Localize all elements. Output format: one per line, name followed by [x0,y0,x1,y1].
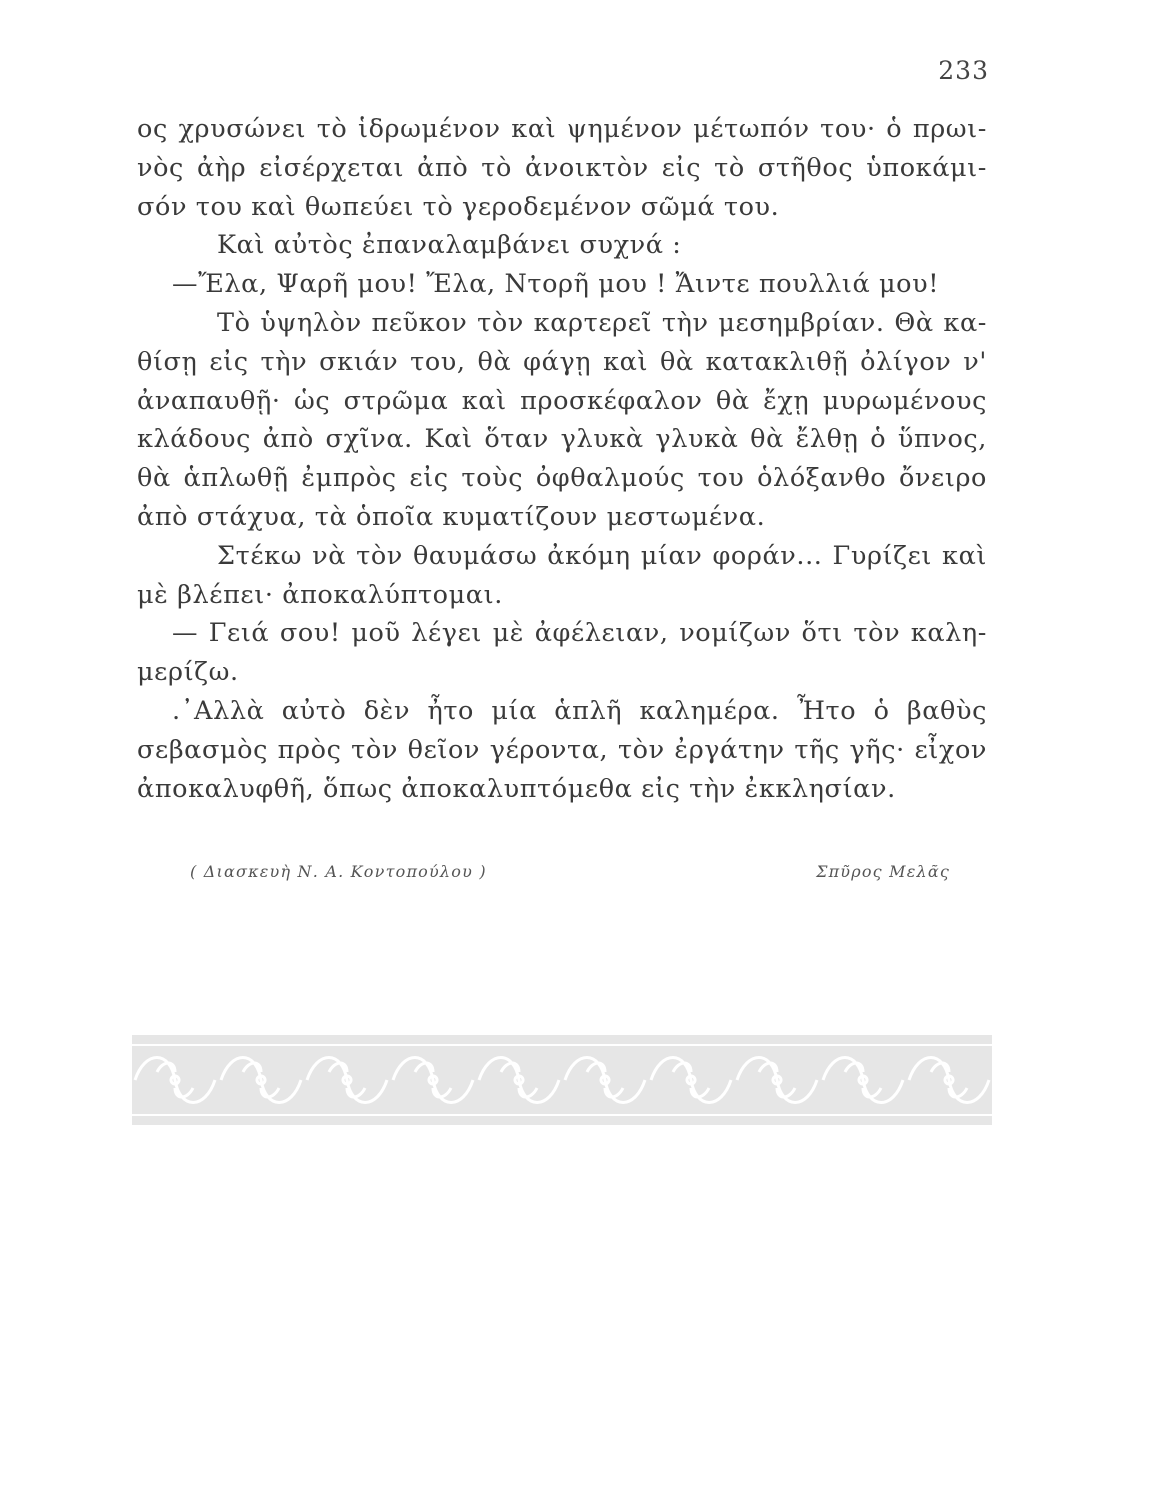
text-line: ἀναπαυθῇ· ὡς στρῶμα καὶ προσκέφαλον θὰ ἔχῃ μυρωμένους [137,385,987,416]
text-line: —Ἔλα, Ψαρῆ μου! Ἔλα, Ντορῆ μου ! Ἄιντε πουλλιά μου! [172,269,940,300]
text-line: σόν του καὶ θωπεύει τὸ γεροδεμένον σῶμά του. [137,191,780,222]
text-line: — Γειά σου! μοῦ λέγει μὲ ἀφέλειαν, νομίζων ὅτι τὸν καλη- [172,618,987,649]
text-line: μὲ βλέπει· ἀποκαλύπτομαι. [137,579,503,610]
page-number: 233 [938,56,989,85]
author-credit: Σπῦρος Μελᾶς [816,862,950,881]
text-line: ἀποκαλυφθῆ, ὅπως ἀποκαλυπτόμεθα εἰς τὴν ἐκκλησίαν. [137,773,896,804]
text-line: θὰ ἁπλωθῇ ἐμπρὸς εἰς τοὺς ὀφθαλμούς του ὁλόξανθο ὄνειρο [137,463,987,494]
text-line: θίσῃ εἰς τὴν σκιάν του, θὰ φάγῃ καὶ θὰ κατακλιθῇ ὀλίγον ν' [137,346,987,377]
body-text [137,110,987,808]
text-line: Καὶ αὐτὸς ἐπαναλαμβάνει συχνά : [217,230,682,261]
text-line: κλάδους ἀπὸ σχῖνα. Καὶ ὅταν γλυκὰ γλυκὰ θὰ ἔλθῃ ὁ ὕπνος, [137,424,987,455]
text-line: ος χρυσώνει τὸ ἱδρωμένον καὶ ψημένον μέτωπόν του· ὁ πρωι- [137,114,987,144]
text-line: ἀπὸ στάχυα, τὰ ὁποῖα κυματίζουν μεστωμένα. [137,501,766,532]
adaptation-credit: ( Διασκευὴ Ν. Α. Κοντοπούλου ) [190,862,487,881]
text-line: νὸς ἀὴρ εἰσέρχεται ἀπὸ τὸ ἀνοικτὸν εἰς τὸ στῆθος ὑποκάμι- [137,152,987,183]
ornamental-border [132,1035,992,1125]
text-line: Στέκω νὰ τὸν θαυμάσω ἀκόμη μίαν φοράν... Γυρίζει καὶ [217,540,987,571]
text-line: .᾿Αλλὰ αὐτὸ δὲν ἦτο μία ἁπλῆ καλημέρα. Ἦτο ὁ βαθὺς [172,695,987,726]
text-line: σεβασμὸς πρὸς τὸν θεῖον γέροντα, τὸν ἐργάτην τῆς γῆς· εἶχον [137,734,987,765]
text-line: Τὸ ὑψηλὸν πεῦκον τὸν καρτερεῖ τὴν μεσημβρίαν. Θὰ κα- [217,307,987,338]
text-line: μερίζω. [137,657,239,688]
